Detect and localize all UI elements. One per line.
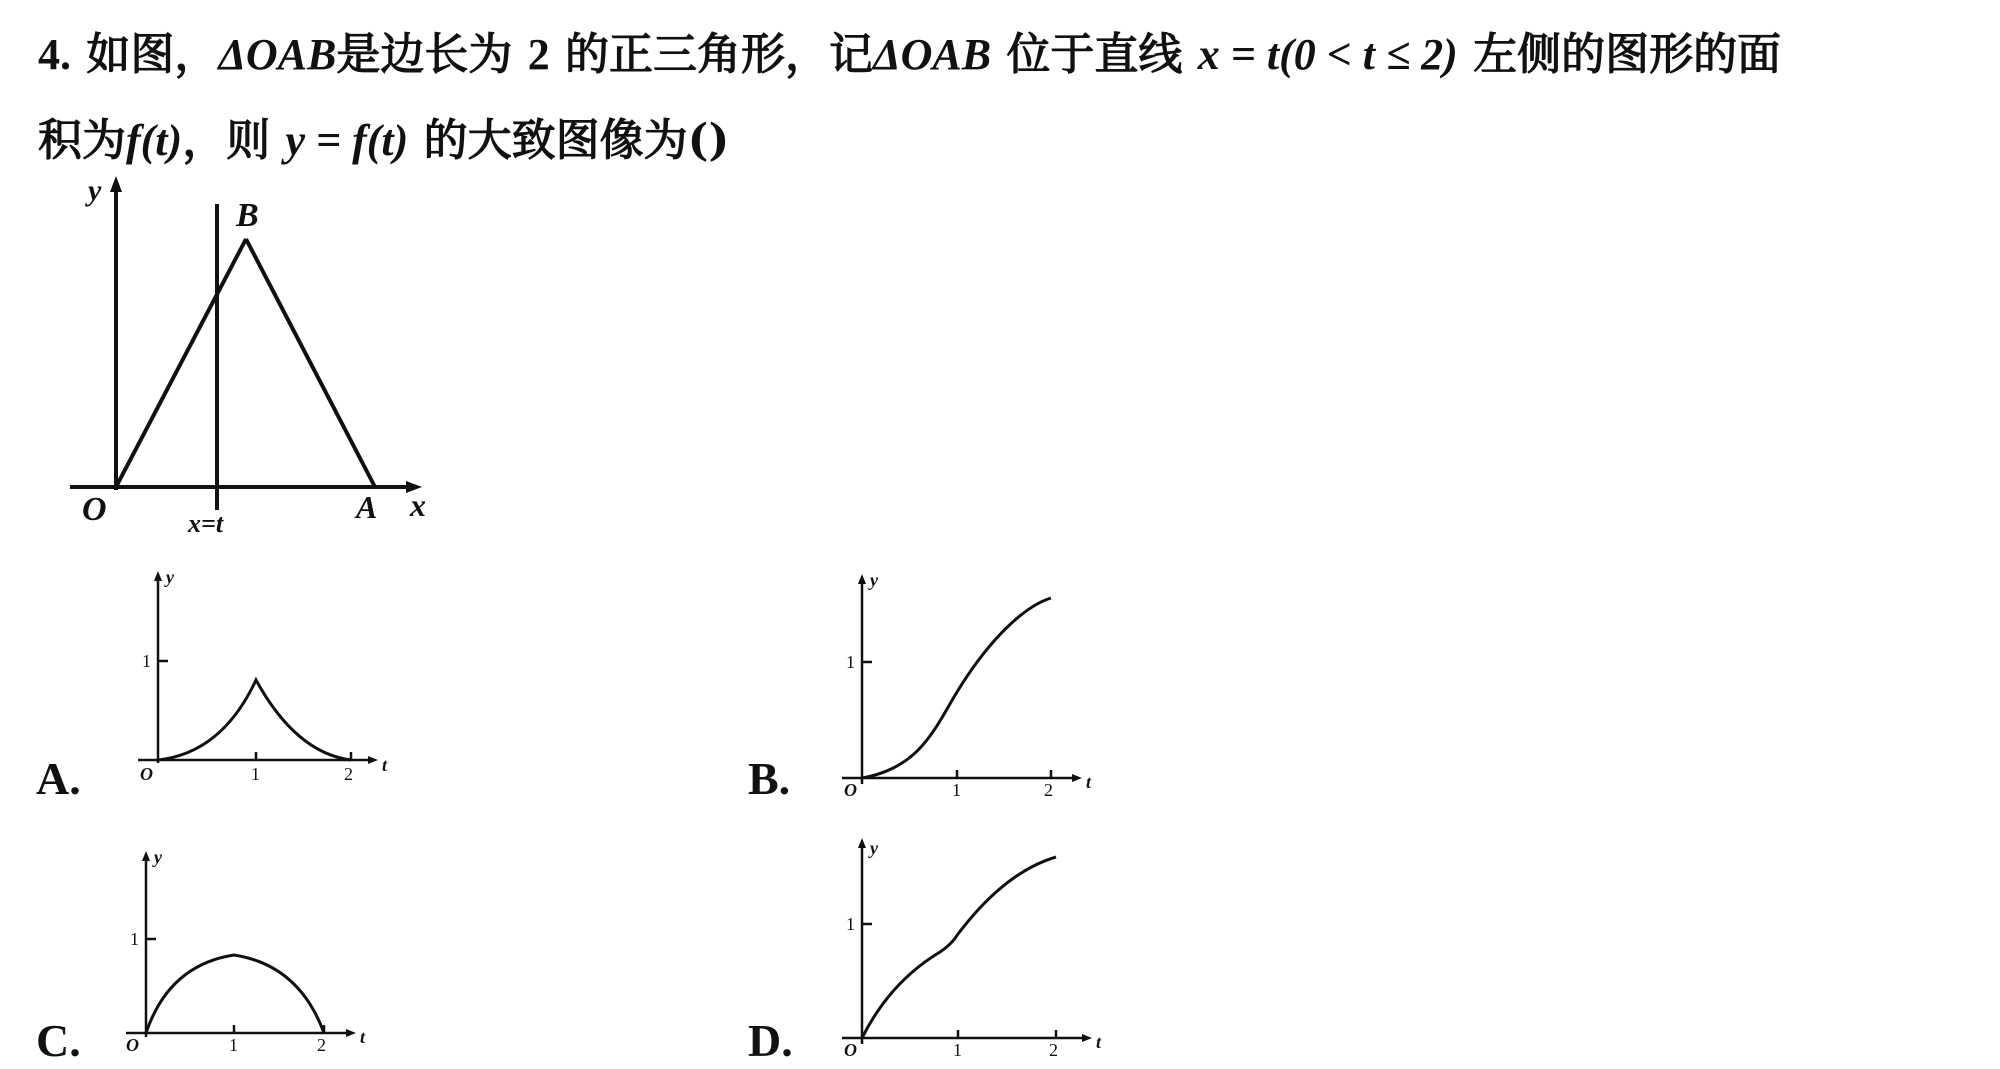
line-condition: x = t(0 < t ≤ 2)	[1197, 30, 1458, 79]
option-c-origin: O	[126, 1035, 139, 1055]
option-b-t-tick-1-label: 1	[952, 780, 961, 800]
option-c-curve	[146, 955, 324, 1033]
option-a-t-tick-2-label: 2	[344, 764, 353, 784]
question-part7: ，则	[182, 115, 271, 166]
triangle-figure	[60, 170, 480, 550]
option-d-origin: O	[844, 1040, 857, 1060]
question-part2: 是边长为	[336, 29, 513, 80]
option-b-y-tick-label: 1	[846, 652, 855, 672]
option-b-t-label: t	[1086, 772, 1092, 792]
option-a-graph	[126, 565, 396, 784]
question-part1: 如图，	[86, 29, 219, 80]
option-d-y-label: y	[870, 838, 878, 858]
option-b-curve	[862, 598, 1051, 778]
question-part4: 位于直线	[1006, 29, 1183, 80]
function-f-t: f(t)	[126, 116, 183, 165]
option-a-t-arrow	[368, 756, 378, 764]
option-d-t-label: t	[1096, 1032, 1102, 1052]
option-c-graph	[114, 845, 384, 1055]
vertex-a-label: A	[356, 489, 378, 525]
option-d-y-arrow	[858, 838, 866, 848]
option-a-curve	[158, 680, 351, 760]
option-a-origin: O	[140, 764, 153, 784]
equation-y-f-t: y = f(t)	[285, 116, 409, 165]
question-part3: 的正三角形，记	[565, 29, 874, 80]
side-length: 2	[527, 30, 550, 79]
question-part8: 的大致图像为()	[423, 115, 730, 166]
option-c-t-arrow	[346, 1029, 356, 1037]
figure-x-label: x	[410, 487, 426, 523]
option-d-y-tick-label: 1	[846, 914, 855, 934]
vertex-b-label: B	[236, 197, 259, 234]
option-a-y-tick-label: 1	[142, 651, 151, 671]
option-b-graph	[830, 568, 1100, 798]
option-d-t-tick-2-label: 2	[1049, 1040, 1058, 1060]
option-a-y-label: y	[166, 567, 174, 587]
option-c-t-label: t	[360, 1027, 366, 1047]
question-number: 4.	[38, 30, 71, 79]
option-b-y-arrow	[858, 574, 866, 584]
option-a-t-tick-1-label: 1	[251, 764, 260, 784]
question-text	[38, 12, 1968, 184]
option-a-label: A.	[36, 753, 81, 804]
option-c-y-tick-label: 1	[130, 929, 139, 949]
option-b-origin: O	[844, 780, 857, 800]
triangle-oab-2: ΔOAB	[873, 30, 992, 79]
triangle-side-ba	[246, 239, 375, 487]
option-c-y-label: y	[154, 847, 162, 867]
option-d-graph	[830, 832, 1100, 1062]
option-b-label: B.	[748, 753, 791, 804]
y-axis-arrow	[110, 176, 122, 192]
option-b-t-arrow	[1072, 774, 1082, 782]
question-part5: 左侧的图形的面	[1473, 29, 1782, 80]
question-part6: 积为	[38, 115, 126, 166]
option-d-t-tick-1-label: 1	[953, 1040, 962, 1060]
option-c-y-arrow	[142, 851, 150, 861]
option-d-curve	[862, 857, 1056, 1038]
option-d-label: D.	[748, 1015, 793, 1066]
option-c-label: C.	[36, 1015, 81, 1066]
option-b-t-tick-2-label: 2	[1044, 780, 1053, 800]
option-c-t-tick-1-label: 1	[229, 1035, 238, 1055]
option-a-y-arrow	[154, 571, 162, 581]
origin-label: O	[82, 491, 107, 528]
option-a-t-label: t	[382, 755, 388, 775]
line-x-t-label: x=t	[188, 509, 224, 538]
option-d-t-arrow	[1082, 1034, 1092, 1042]
option-c-t-tick-2-label: 2	[317, 1035, 326, 1055]
triangle-side-ob	[116, 239, 246, 487]
triangle-oab-1: ΔOAB	[218, 30, 337, 79]
figure-y-label: y	[88, 174, 102, 207]
question-line-1	[38, 12, 1968, 98]
option-b-y-label: y	[870, 570, 878, 590]
